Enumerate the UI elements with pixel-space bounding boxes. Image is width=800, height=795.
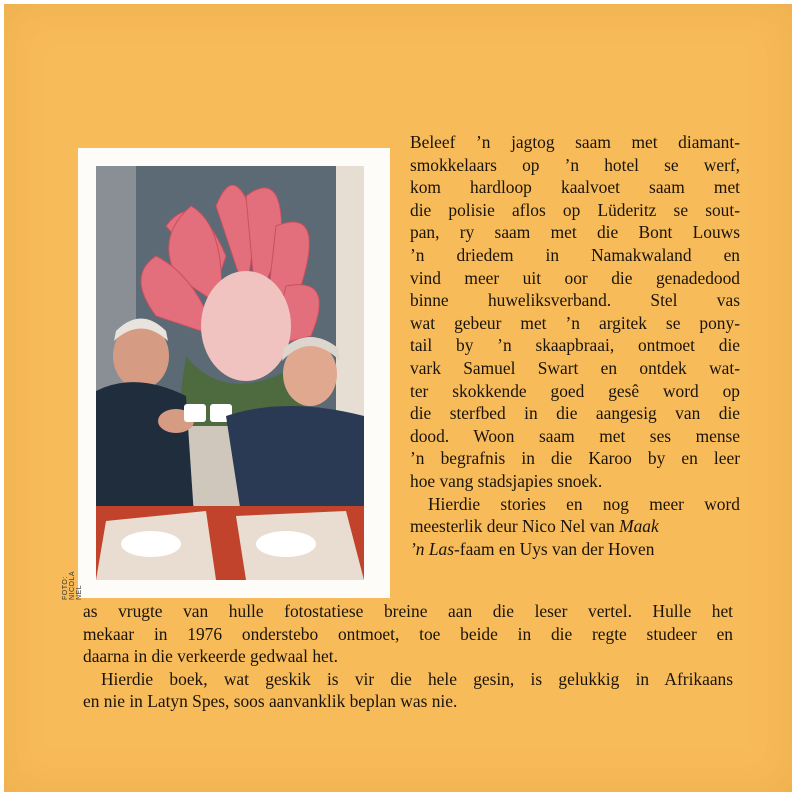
book-title-italic: Maak	[619, 516, 659, 537]
blurb-line: ’n begrafnis in die Karoo by en leer	[410, 448, 740, 469]
blurb-line	[410, 538, 740, 561]
blurb-text: meesterlik deur Nico Nel van	[410, 516, 620, 537]
blurb-line	[410, 515, 740, 538]
blurb-line: vark Samuel Swart en ontdek wat-	[410, 357, 740, 378]
blurb-line: daarna in die verkeerde gedwaal het.	[83, 646, 338, 667]
blurb-line: en nie in Latyn Spes, soos aanvanklik beplan was nie.	[83, 691, 458, 712]
blurb-line: wat gebeur met ’n argitek se pony-	[410, 312, 740, 333]
blurb-line: ’n driedem in Namakwaland en	[410, 244, 740, 265]
blurb-line: vind meer uit oor die genadedood	[410, 267, 740, 288]
blurb-full-width	[83, 600, 733, 713]
blurb-line: Hierdie stories en nog meer word	[428, 493, 740, 514]
author-photo	[78, 148, 390, 598]
blurb-line: binne huweliksverband. Stel vas	[410, 290, 740, 311]
author-photo-image	[96, 166, 364, 580]
blurb-line: kom hardloop kaalvoet saam met	[410, 177, 740, 198]
blurb-line: die polisie aflos op Lüderitz se sout-	[410, 199, 740, 220]
blurb-line: hoe vang stadsjapies snoek.	[410, 470, 603, 491]
blurb-text: -faam en Uys van der Hoven	[453, 538, 655, 559]
blurb-line: smokkelaars op ’n hotel se werf,	[410, 154, 740, 175]
blurb-line: ter skokkende goed gesê word op	[410, 380, 740, 401]
book-title-italic: ’n Las	[410, 538, 454, 559]
blurb-line: die sterfbed in die aangesig van die	[410, 403, 740, 424]
blurb-line: tail by ’n skaapbraai, ontmoet die	[410, 335, 740, 356]
blurb-line: Hierdie boek, wat geskik is vir die hele gesin, is gelukkig in Afrikaans	[101, 668, 733, 689]
blurb-line: as vrugte van hulle fotostatiese breine aan die leser vertel. Hulle het	[83, 601, 733, 621]
blurb-column	[410, 131, 740, 560]
blurb-line: pan, ry saam met die Bont Louws	[410, 222, 740, 243]
blurb-line: mekaar in 1976 onderstebo ontmoet, toe beide in die regte studeer en	[83, 623, 733, 644]
blurb-line: Beleef ’n jagtog saam met diamant-	[410, 132, 740, 152]
blurb-line: dood. Woon saam met ses mense	[410, 425, 740, 446]
photo-credit: FOTO: NICOLA NEL	[62, 571, 83, 600]
